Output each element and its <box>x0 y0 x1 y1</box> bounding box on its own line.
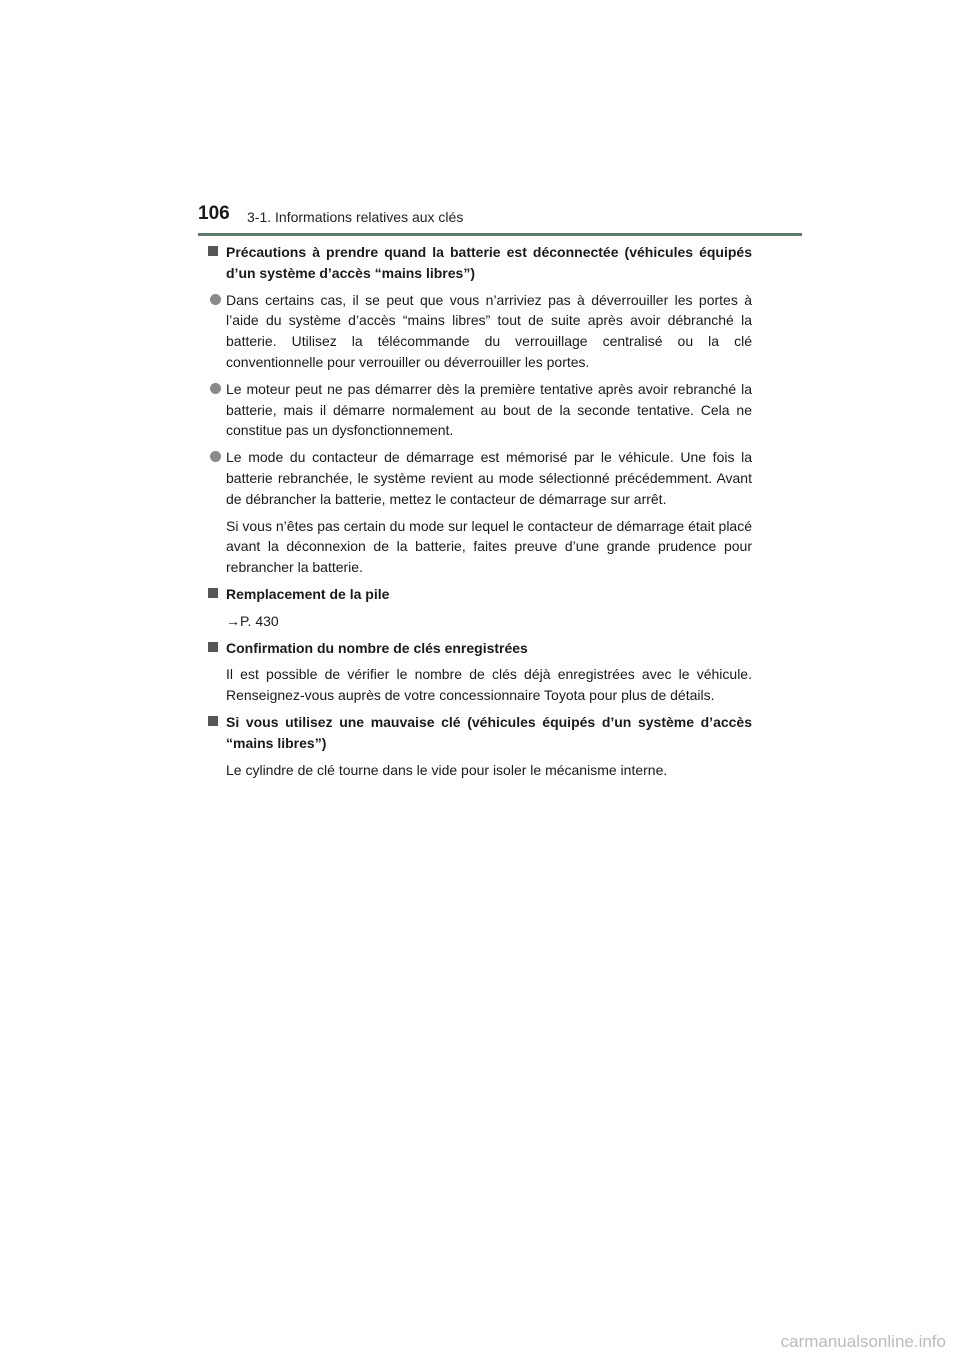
list-item-text: Le moteur peut ne pas démarrer dès la première tentative après avoir rebranché la batterie, mais il démarre normalement au bout de la seconde tentative. Cela ne constitue pas un dysfonctionnement. <box>226 380 752 439</box>
header-rule <box>198 233 802 236</box>
square-bullet-icon <box>208 246 218 256</box>
list-item <box>208 447 752 509</box>
page-number: 106 <box>198 203 230 224</box>
list-item <box>208 290 752 373</box>
square-bullet-icon <box>208 588 218 598</box>
circle-bullet-icon <box>210 294 221 305</box>
circle-bullet-icon <box>210 451 221 462</box>
heading-text: Si vous utilisez une mauvaise clé (véhicules équipés d’un système d’accès “mains libres”) <box>226 713 752 751</box>
section-title: 3-1. Informations relatives aux clés <box>247 209 464 225</box>
circle-bullet-icon <box>210 383 221 394</box>
list-item-text: Le mode du contacteur de démarrage est mémorisé par le véhicule. Une fois la batterie rebranchée, le système revient au mode sélectionné précédemment. Avant de débrancher la batterie, mettez le contacteur de démarrage sur arrêt. <box>226 449 752 507</box>
square-bullet-icon <box>208 716 218 726</box>
heading-text: Précautions à prendre quand la batterie est déconnectée (véhicules équipés d’un système d’accès “mains libres”) <box>226 244 752 281</box>
list-item <box>208 379 752 441</box>
section-text: Il est possible de vérifier le nombre de clés déjà enregistrées avec le véhicule. Renseignez-vous auprès de votre concessionnaire Toyota pour plus de détails. <box>226 666 752 704</box>
section-heading-battery-replacement <box>208 584 752 605</box>
section-text: Le cylindre de clé tourne dans le vide pour isoler le mécanisme interne. <box>226 761 668 778</box>
section-heading-wrong-key <box>208 712 752 754</box>
square-bullet-icon <box>208 642 218 652</box>
page-content <box>208 242 752 786</box>
section-heading-battery-disconnect <box>208 242 752 284</box>
section-heading-key-count <box>208 638 752 659</box>
list-item-text: Dans certains cas, il se peut que vous n’arriviez pas à déverrouiller les portes à l’aide du système d’accès “mains libres” tout de suite après avoir débranché la batterie. Utilisez la télécommande du verrouillage centralisé ou la clé conventionnelle pour verrouiller ou déverrouiller les portes. <box>226 291 752 370</box>
heading-text: Confirmation du nombre de clés enregistrées <box>226 639 528 656</box>
section-note: Si vous n’êtes pas certain du mode sur lequel le contacteur de démarrage était placé avant la déconnexion de la batterie, faites preuve d’une grande prudence pour rebrancher la batterie. <box>226 517 752 576</box>
page-reference: →P. 430 <box>226 612 279 629</box>
heading-text: Remplacement de la pile <box>226 585 390 602</box>
watermark: carmanualsonline.info <box>780 1332 946 1351</box>
